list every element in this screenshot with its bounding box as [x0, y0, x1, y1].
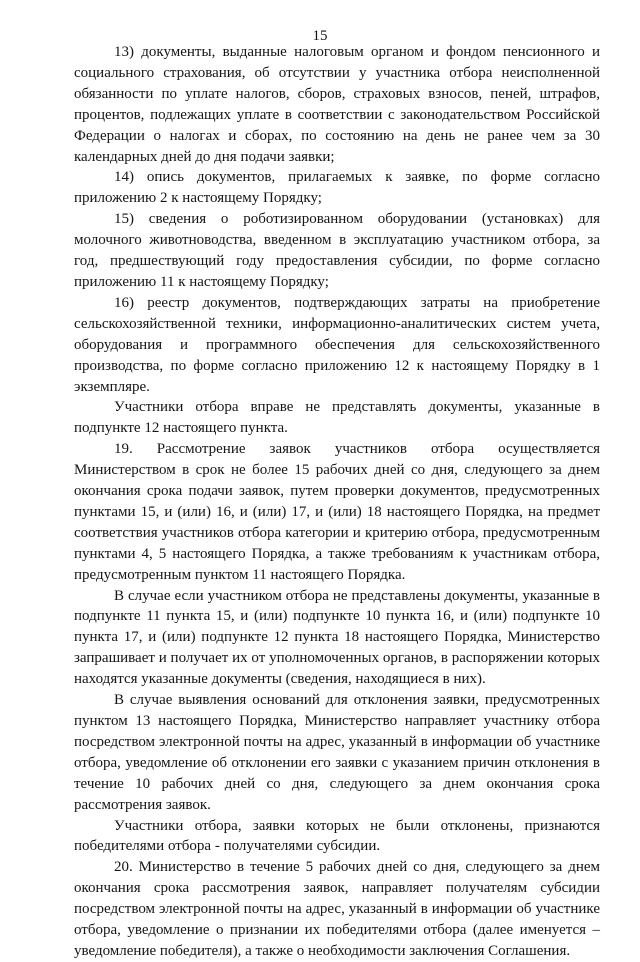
paragraph-missing-documents: В случае если участником отбора не представлены документы, указанные в подпункте 11 пункта 15, и (или) подпункте 10 пункта 16, и (или) подпункте 10 пункта 17, и (или) подпункте 12 пункта 18 настоящего Порядка, Министерство запрашивает и получает их от уполномоченных органов, в распоряжении которых находятся указанные документы (сведения, находящиеся в них). [74, 587, 600, 688]
page-number: 15 [312, 28, 328, 44]
paragraph-item-15: 15) сведения о роботизированном оборудовании (установках) для молочного животноводства, введенном в эксплуатацию участником отбора, за год, предшествующий году предоставления субсидии, по форме согласно приложению 11 к настоящему Порядку; [74, 211, 600, 290]
document-body [74, 42, 600, 962]
paragraph-clause-19: 19. Рассмотрение заявок участников отбора осуществляется Министерством в срок не более 15 рабочих дней со дня, следующего за днем окончания срока подачи заявок, путем проверки документов, предусмотренных пунктами 15, и (или) 16, и (или) 17, и (или) 18 настоящего Порядка, на предмет соответствия участников отбора категории и критерию отбора, предусмотренным пунктами 4, 5 настоящего Порядка, а также требованиям к участникам отбора, предусмотренным пунктом 11 настоящего Порядка. [74, 441, 600, 583]
paragraph-winners: Участники отбора, заявки которых не были отклонены, признаются победителями отбора - получателями субсидии. [74, 817, 600, 855]
paragraph-clause-20: 20. Министерство в течение 5 рабочих дней со дня, следующего за днем окончания срока рассмотрения заявок, направляет получателям субсидии посредством электронной почты на адрес, указанный в информации об участнике отбора, уведомление о признании их победителями отбора (далее именуется – уведомление победителя), а также о необходимости заключения Соглашения. [74, 859, 600, 959]
paragraph-item-16: 16) реестр документов, подтверждающих затраты на приобретение сельскохозяйственной техники, информационно-аналитических систем учета, оборудования и программного обеспечения для сельскохозяйственного производства, по форме согласно приложению 12 к настоящему Порядку в 1 экземпляре. [74, 294, 600, 395]
paragraph-participants-right: Участники отбора вправе не представлять документы, указанные в подпункте 12 настоящего пункта. [74, 399, 600, 437]
paragraph-rejection: В случае выявления оснований для отклонения заявки, предусмотренных пунктом 13 настоящего Порядка, Министерство направляет участнику отбора посредством электронной почты на адрес, указанный в информации об участнике отбора, уведомление об отклонении его заявки с указанием причин отклонения в течение 10 рабочих дней со дня, следующего за днем окончания срока рассмотрения заявок. [74, 692, 600, 813]
paragraph-item-13: 13) документы, выданные налоговым органом и фондом пенсионного и социального страхования, об отсутствии у участника отбора неисполненной обязанности по уплате налогов, сборов, страховых взносов, пеней, штрафов, процентов, подлежащих уплате в соответствии с законодательством Российской Федерации о налогах и сборах, по состоянию на день не ранее чем за 30 календарных дней до дня подачи заявки; [74, 44, 600, 165]
paragraph-item-14: 14) опись документов, прилагаемых к заявке, по форме согласно приложению 2 к настоящему Порядку; [74, 169, 600, 207]
